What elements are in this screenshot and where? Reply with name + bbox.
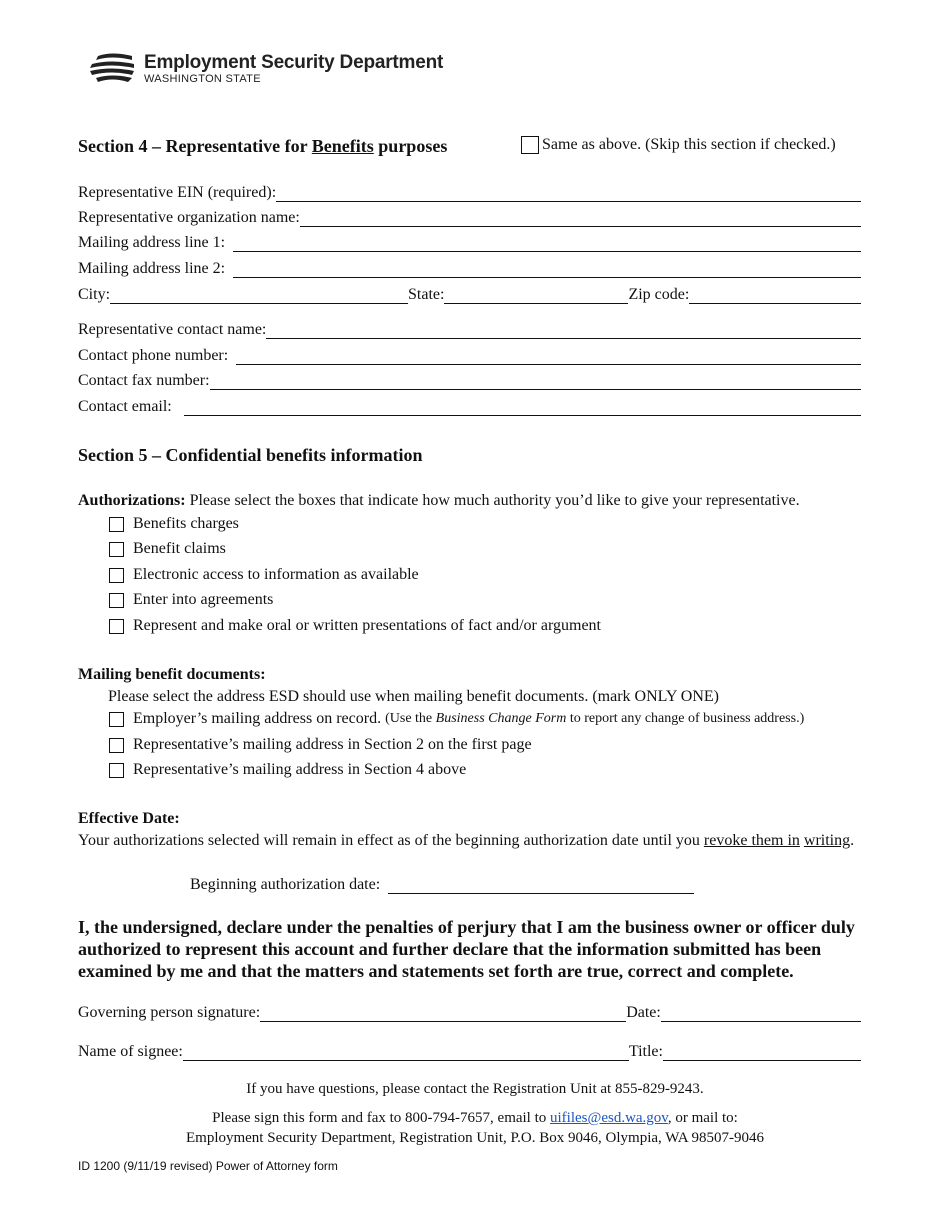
title-input[interactable] xyxy=(663,1045,861,1061)
auth-checkbox[interactable] xyxy=(109,542,124,557)
signature-row: Governing person signature: Date: xyxy=(78,1004,861,1022)
email-link[interactable]: uifiles@esd.wa.gov xyxy=(550,1110,668,1126)
city-state-zip-row: City: State: Zip code: xyxy=(78,286,861,304)
org-name: Employment Security Department xyxy=(144,51,444,73)
signature-input[interactable] xyxy=(260,1006,626,1022)
phone-field[interactable]: Contact phone number: xyxy=(78,347,861,365)
fax-field[interactable]: Contact fax number: xyxy=(78,372,861,390)
begin-date-input[interactable] xyxy=(388,878,694,894)
org-name-field[interactable]: Representative organization name: xyxy=(78,209,861,227)
mailing-option-note: (Use the Business Change Form to report any change of business address.) xyxy=(385,711,805,726)
address2-field[interactable]: Mailing address line 2: xyxy=(78,260,861,278)
begin-date-field[interactable]: Beginning authorization date: xyxy=(190,876,694,894)
same-as-above-checkbox[interactable] xyxy=(521,136,539,154)
effective-date-text: Your authorizations selected will remain in effect as of the beginning authorization date until you revoke them in writing. xyxy=(78,832,855,849)
ein-field[interactable]: Representative EIN (required): xyxy=(78,184,861,202)
address2-input[interactable] xyxy=(233,262,861,278)
contact-name-field[interactable]: Representative contact name: xyxy=(78,321,861,339)
authorizations-intro: Authorizations: Please select the boxes that indicate how much authority you’d like to give your representative. xyxy=(78,492,800,509)
zip-input[interactable] xyxy=(689,288,861,304)
email-field[interactable]: Contact email: xyxy=(78,398,861,416)
form-id: ID 1200 (9/11/19 revised) Power of Attorney form xyxy=(78,1159,338,1173)
mailing-option[interactable]: Representative’s mailing address in Section 4 above xyxy=(109,760,466,780)
email-input[interactable] xyxy=(184,400,861,416)
auth-option[interactable]: Benefits charges xyxy=(109,514,239,534)
auth-checkbox[interactable] xyxy=(109,619,124,634)
section5-title: Section 5 – Confidential benefits information xyxy=(78,445,423,465)
auth-checkbox[interactable] xyxy=(109,517,124,532)
auth-option[interactable]: Electronic access to information as available xyxy=(109,565,419,585)
signee-input[interactable] xyxy=(183,1045,629,1061)
mailing-label: Mailing benefit documents: xyxy=(78,666,266,683)
auth-option[interactable]: Represent and make oral or written presentations of fact and/or argument xyxy=(109,616,601,636)
same-as-above-option[interactable]: Same as above. (Skip this section if checked.) xyxy=(521,136,836,154)
org-state: WASHINGTON STATE xyxy=(144,72,261,85)
questions-text: If you have questions, please contact the Registration Unit at 855-829-9243. xyxy=(246,1081,704,1097)
fax-input[interactable] xyxy=(210,374,861,390)
org-name-input[interactable] xyxy=(300,211,861,227)
mailing-checkbox[interactable] xyxy=(109,763,124,778)
address1-field[interactable]: Mailing address line 1: xyxy=(78,234,861,252)
declaration: I, the undersigned, declare under the penalties of perjury that I am the business owner or officer duly authorized to represent this account and further declare that the information submitted has been examined by me and that the matters and statements set forth are true, correct and complete. xyxy=(78,917,855,981)
auth-checkbox[interactable] xyxy=(109,593,124,608)
date-input[interactable] xyxy=(661,1006,861,1022)
esd-logo xyxy=(88,52,443,86)
mailing-address: Employment Security Department, Registration Unit, P.O. Box 9046, Olympia, WA 98507-9046 xyxy=(185,1130,764,1146)
mailing-checkbox[interactable] xyxy=(109,738,124,753)
address1-input[interactable] xyxy=(233,236,861,252)
city-input[interactable] xyxy=(110,288,408,304)
mailing-option[interactable]: Employer’s mailing address on record. (Use the Business Change Form to report any change of business address.) xyxy=(109,709,804,729)
state-input[interactable] xyxy=(444,288,628,304)
mailing-instruction: Please select the address ESD should use when mailing benefit documents. (mark ONLY ONE) xyxy=(108,688,719,705)
sign-instructions: Please sign this form and fax to 800-794-7657, email to uifiles@esd.wa.gov, or mail to: xyxy=(212,1110,738,1126)
auth-option[interactable]: Benefit claims xyxy=(109,539,226,559)
mailing-option[interactable]: Representative’s mailing address in Section 2 on the first page xyxy=(109,735,532,755)
esd-logo-icon xyxy=(88,52,136,86)
signee-row: Name of signee: Title: xyxy=(78,1043,861,1061)
auth-checkbox[interactable] xyxy=(109,568,124,583)
ein-input[interactable] xyxy=(276,186,861,202)
section4-title: Section 4 – Representative for Benefits purposes xyxy=(78,136,448,156)
contact-name-input[interactable] xyxy=(266,323,861,339)
effective-date-label: Effective Date: xyxy=(78,810,180,827)
auth-option[interactable]: Enter into agreements xyxy=(109,590,273,610)
mailing-checkbox[interactable] xyxy=(109,712,124,727)
phone-input[interactable] xyxy=(236,349,861,365)
